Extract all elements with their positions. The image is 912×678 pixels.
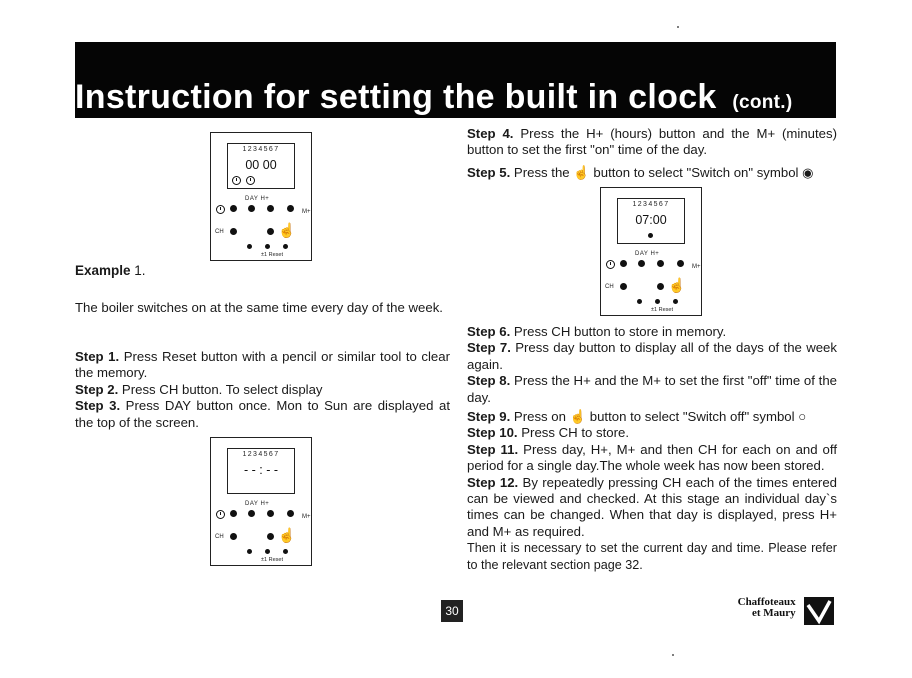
step-label: Step 4. [467,126,514,141]
timer-screen [227,448,295,494]
step-label: Step 1. [75,349,120,364]
clock-icon [216,205,225,214]
hours-button[interactable] [248,205,255,212]
brand-line-2: et Maury [752,607,796,619]
clock-icon [232,176,241,185]
step-label: Step 6. [467,324,511,339]
plus-minus-button[interactable] [247,244,252,249]
pointing-hand-icon: ☝ [573,164,590,180]
ch-button[interactable] [230,228,237,235]
day-button[interactable] [620,260,627,267]
ch-button[interactable] [620,283,627,290]
day-digits: 1234567 [632,201,670,208]
plus-minus-button[interactable] [247,549,252,554]
step-text: Press day, H+, M+ and then CH for each on and off period for a single day.The whole week has now been stored. [467,441,837,474]
ch-label: CH [215,229,224,235]
ch-button[interactable] [230,533,237,540]
day-digits: 1234567 [242,451,280,458]
day-h-label: DAY H+ [245,196,270,202]
m-plus-label: M+ [302,514,311,520]
select-button[interactable] [267,533,274,540]
day-h-label: DAY H+ [635,251,660,257]
step-text: Press Reset button with a pencil or similar tool to clear the memory. [75,349,450,381]
reset-label: ±1 Reset [261,557,283,563]
example-number: 1. [134,263,146,278]
step-11 [467,442,837,475]
intro-paragraph: The boiler switches on at the same time every day of the week. [75,300,443,315]
step-text: Press CH button to store in memory. [513,324,727,339]
day-digits: 1234567 [242,146,280,153]
step-1 [75,349,450,382]
step-text: Press the H+ (hours) button and the M+ (minutes) button to set the first "on" time of the day. [467,126,837,158]
step-4 [467,126,837,159]
button[interactable] [267,510,274,517]
brand-logo-text [732,597,796,619]
brand-check-logo-icon [804,597,834,625]
pointing-hand-icon: ☝ [278,527,296,543]
page-number: 30 [441,600,463,622]
step-text-after: button to select "Switch off" symbol [589,409,795,425]
step-text: Press DAY button once. Mon to Sun are displayed at the top of the screen. [75,398,450,430]
reset-label: ±1 Reset [261,252,283,258]
timer-panel-2 [210,437,312,566]
step-text: Press the H+ and the M+ to set the first "off" time of the day. [467,373,837,405]
title-suffix: (cont.) [732,92,793,113]
ch-label: CH [605,284,614,290]
title-text: Instruction for setting the built in clock [75,78,717,116]
button[interactable] [657,260,664,267]
day-h-label: DAY H+ [245,501,270,507]
example-heading [75,263,146,278]
one-button[interactable] [265,244,270,249]
hours-button[interactable] [248,510,255,517]
left-intro [75,300,450,316]
brand-line-1: Chaffoteaux [737,596,796,608]
step-label: Step 3. [75,398,121,414]
reset-label: ±1 Reset [651,307,673,313]
step-text-before: Press on [513,409,566,425]
time-display: 00 00 [245,158,277,172]
open-circle-symbol-icon [246,176,255,185]
step-5 [467,165,837,181]
step-label: Step 11. [467,441,519,457]
timer-screen [227,143,295,189]
select-button[interactable] [267,228,274,235]
hours-button[interactable] [638,260,645,267]
filled-circle-symbol-icon: ◉ [802,164,814,180]
select-button[interactable] [657,283,664,290]
pointing-hand-icon: ☝ [668,277,686,293]
step-text: By repeatedly pressing CH each of the times entered can be viewed and checked. At this stage an individual day`s times can be changed. When that day is displayed, press H+ and M+ as required. [467,474,837,539]
step-label: Step 9. [467,409,511,425]
pointing-hand-icon: ☝ [278,222,296,238]
scan-speck [672,654,674,656]
step-label: Step 12. [467,474,519,490]
step-label: Step 5. [467,164,511,180]
timer-panel-1 [210,132,312,261]
step-9 [467,409,837,425]
step-text: Press CH to store. [521,425,629,441]
button[interactable] [267,205,274,212]
minutes-button[interactable] [677,260,684,267]
closing-paragraph: Then it is necessary to set the current day and time. Please refer to the relevant section page 32. [467,541,837,572]
timer-panel-3 [600,187,702,316]
step-label: Step 2. [75,381,119,397]
reset-button[interactable] [283,244,288,249]
right-steps-top [467,126,837,181]
open-circle-symbol-icon: ○ [798,409,807,425]
step-3 [75,398,450,431]
step-text: Press day button to display all of the days of the week again. [467,340,837,372]
time-display: 07:00 [635,213,667,227]
minutes-button[interactable] [287,205,294,212]
m-plus-label: M+ [692,264,701,270]
step-label: Step 10. [467,425,518,441]
minutes-button[interactable] [287,510,294,517]
step-6 [467,324,837,340]
scan-speck [677,26,679,28]
pointing-hand-icon: ☝ [569,409,587,425]
ch-label: CH [215,534,224,540]
step-text-before: Press the [513,164,570,180]
clock-icon [216,510,225,519]
step-label: Step 8. [467,373,511,389]
one-button[interactable] [265,549,270,554]
header-banner [75,42,836,118]
step-text-after: button to select "Switch on" symbol [593,164,799,180]
step-text: Press CH button. To select display [121,381,323,397]
page-title [75,78,793,117]
time-display: - - : - - [243,463,278,477]
one-button[interactable] [655,299,660,304]
right-steps-bottom [467,324,837,573]
day-button[interactable] [230,510,237,517]
plus-minus-button[interactable] [637,299,642,304]
filled-circle-symbol-icon [648,233,653,238]
step-label: Step 7. [467,340,511,356]
reset-button[interactable] [673,299,678,304]
clock-icon [606,260,615,269]
step-7 [467,340,837,373]
timer-screen [617,198,685,244]
m-plus-label: M+ [302,209,311,215]
reset-button[interactable] [283,549,288,554]
left-steps [75,349,450,431]
step-2 [75,382,450,398]
step-8 [467,373,837,406]
step-10 [467,425,837,441]
example-label: Example [75,263,131,278]
step-12 [467,475,837,541]
day-button[interactable] [230,205,237,212]
